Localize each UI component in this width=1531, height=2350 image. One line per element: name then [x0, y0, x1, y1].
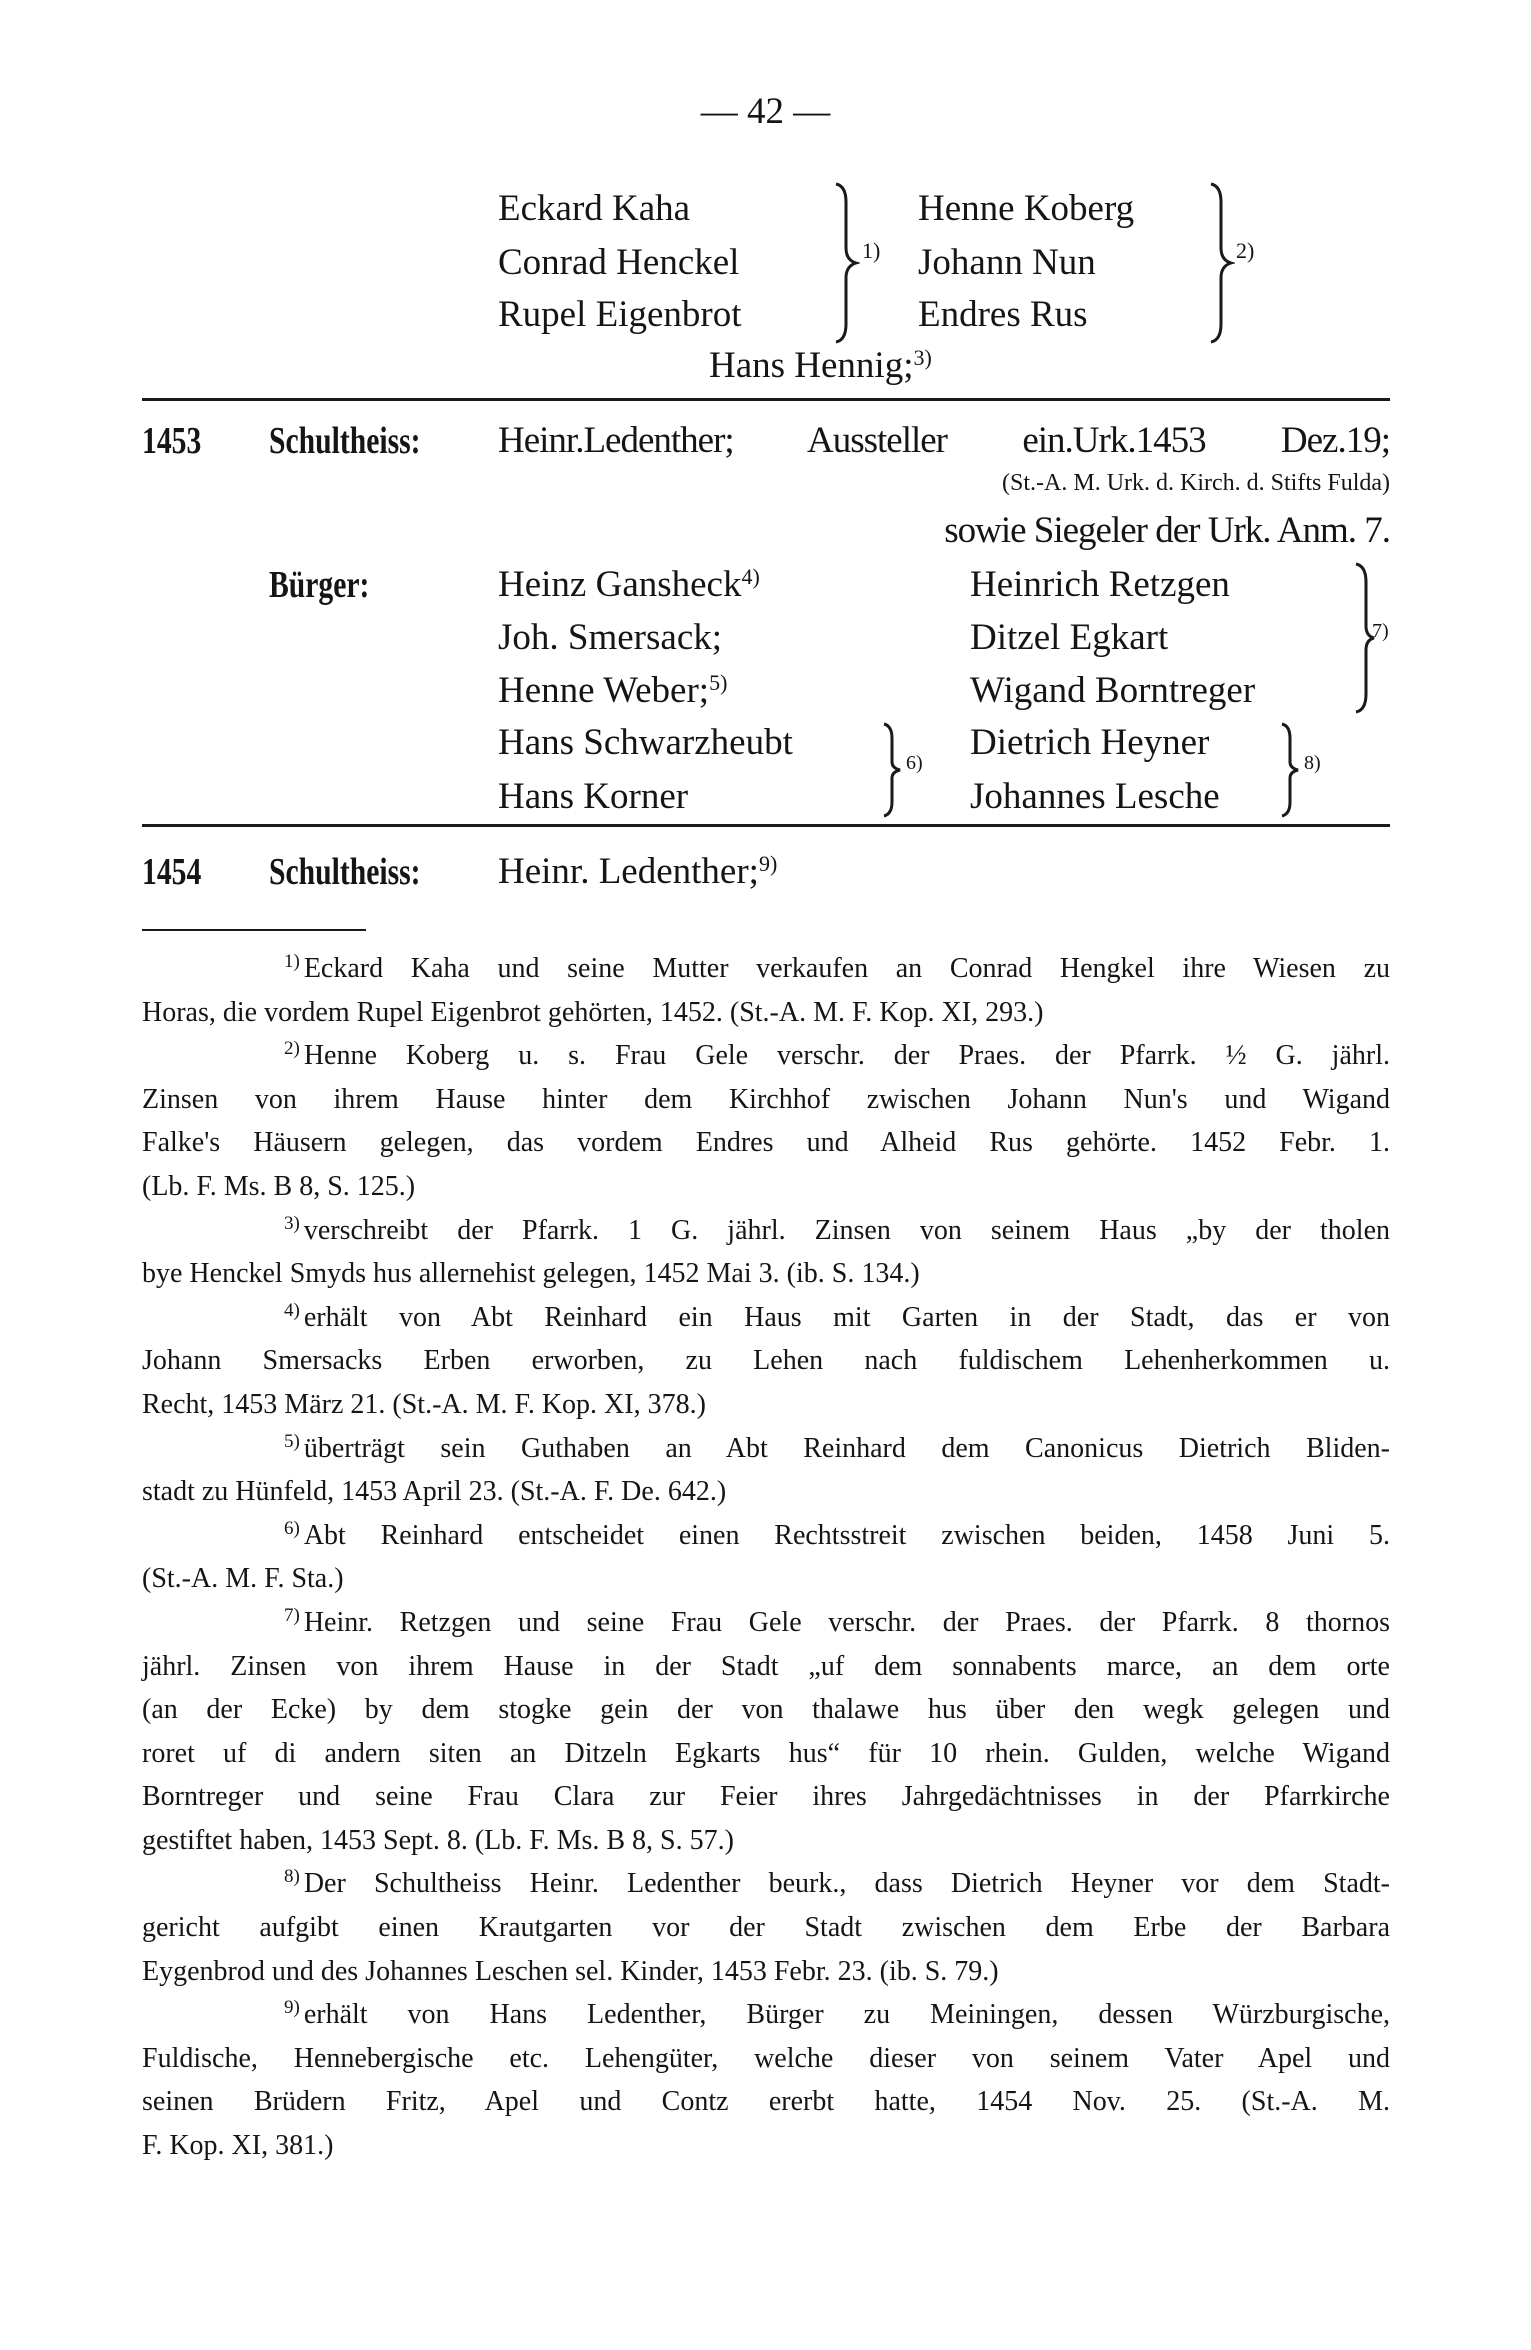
footnote-text: gericht aufgibt einen Krautgarten vor der Stadt zwischen dem Erbe der Barbara	[142, 1912, 1390, 1944]
footnote-text: erhält von Hans Ledenther, Bürger zu Meiningen, dessen Würzburgische,	[303, 1999, 1390, 2031]
name: Ditzel Egkart	[970, 617, 1169, 658]
footnote-text: Johann Smersacks Erben erworben, zu Lehen nach fuldischem Lehenherkommen u.	[142, 1345, 1390, 1377]
footnote-line	[142, 1470, 1390, 1514]
footnote-text: Eckard Kaha und seine Mutter verkaufen an Conrad Hengkel ihre Wiesen zu	[303, 953, 1390, 984]
footnote	[142, 1601, 1390, 1863]
footnote-ref: 8)	[1304, 752, 1321, 774]
footnote-text: (an der Ecke) by dem stogke gein der von thalawe hus über den wegk gelegen und	[142, 1694, 1390, 1726]
name: Conrad Henckel	[498, 242, 740, 283]
entry-continuation: sowie Siegeler der Urk. Anm. 7.	[944, 510, 1390, 551]
role-text: Schultheiss:	[269, 851, 421, 893]
name: Eckard Kaha	[498, 188, 691, 229]
name	[498, 775, 688, 819]
name: Rupel Eigenbrot	[498, 294, 742, 335]
footnote-line	[142, 1121, 1390, 1165]
footnote-line	[142, 1862, 1390, 1906]
name: Johann Nun	[918, 242, 1096, 283]
footnote-ref: 1)	[862, 238, 881, 263]
page-number: — 42 —	[700, 91, 831, 132]
footnote-text: (St.-A. M. F. Sta.)	[142, 1563, 344, 1595]
footnote-ref: 6)	[906, 752, 923, 774]
footnote	[142, 1514, 1390, 1601]
footnote-divider	[142, 929, 366, 931]
footnote-text: Horas, die vordem Rupel Eigenbrot gehörten, 1452. (St.-A. M. F. Kop. XI, 293.)	[142, 996, 1044, 1028]
entry-role	[269, 419, 463, 464]
footnote-text: seinen Brüdern Fritz, Apel und Contz ererbt hatte, 1454 Nov. 25. (St.-A. M.	[142, 2086, 1390, 2118]
footnote-line	[142, 1034, 1390, 1078]
footnote-line	[142, 1950, 1390, 1994]
footnote	[142, 1427, 1390, 1514]
footnote-line	[142, 991, 1390, 1035]
name-text: Hans Korner	[498, 776, 689, 817]
entry-role	[269, 850, 463, 895]
footnote-text: Recht, 1453 März 21. (St.-A. M. F. Kop. XI, 378.)	[142, 1388, 706, 1420]
name	[498, 721, 793, 765]
name-text: Joh. Smersack;	[498, 617, 723, 658]
name-text: Henne Weber;	[498, 670, 710, 711]
footnote-marker: 3)	[284, 1212, 300, 1234]
footnote-line	[142, 1252, 1390, 1296]
entry-year	[142, 850, 218, 895]
footnote-line	[142, 1557, 1390, 1601]
footnote-ref: 7)	[1372, 620, 1389, 642]
footnote-text: gestiftet haben, 1453 Sept. 8. (Lb. F. Ms. B 8, S. 57.)	[142, 1824, 734, 1856]
footnote-line	[142, 1601, 1390, 1645]
name: Johannes Lesche	[970, 776, 1220, 817]
footnote-text: überträgt sein Guthaben an Abt Reinhard dem Canonicus Dietrich Bliden-	[303, 1432, 1390, 1464]
footnote	[142, 1209, 1390, 1296]
footnote-text: Falke's Häusern gelegen, das vordem Endres und Alheid Rus gehörte. 1452 Febr. 1.	[142, 1127, 1390, 1159]
year-text: 1454	[142, 851, 202, 893]
brace-icon	[1278, 722, 1304, 818]
footnote-marker: 2)	[284, 1038, 300, 1060]
footnote-text: bye Henckel Smyds hus allernehist gelegen, 1452 Mai 3. (ib. S. 134.)	[142, 1258, 920, 1290]
footnote-text: erhält von Abt Reinhard ein Haus mit Garten in der Stadt, das er von	[303, 1301, 1390, 1333]
name: Dietrich Heyner	[970, 722, 1210, 763]
name-text: Heinz Gansheck	[498, 564, 742, 605]
footnote-ref: 2)	[1236, 238, 1255, 263]
footnote-marker: 1)	[284, 951, 300, 972]
footnote-marker: 9)	[284, 1997, 300, 2019]
footnote-ref: 3)	[913, 345, 932, 370]
footnote-text: jährl. Zinsen von ihrem Hause in der Stadt „uf dem sonnabents marce, an dem orte	[142, 1650, 1390, 1682]
footnote-line	[142, 2037, 1390, 2081]
footnote-line	[142, 1296, 1390, 1340]
footnote-marker: 4)	[284, 1299, 300, 1321]
footnote-line	[142, 2124, 1390, 2168]
footnote-marker: 6)	[284, 1517, 300, 1539]
divider	[142, 824, 1390, 827]
footnote-text: Henne Koberg u. s. Frau Gele verschr. der Praes. der Pfarrk. ½ G. jährl.	[303, 1040, 1390, 1072]
footnote-line	[142, 1078, 1390, 1122]
footnote-ref: 9)	[758, 851, 778, 876]
name	[498, 669, 727, 717]
footnote-line	[142, 1688, 1390, 1732]
footnote-line	[142, 1209, 1390, 1253]
name: Endres Rus	[918, 294, 1088, 335]
footnote-text: Zinsen von ihrem Hause hinter dem Kirchhof zwischen Johann Nun's und Wigand	[142, 1083, 1390, 1115]
buerger-label	[269, 563, 398, 608]
footnote-line	[142, 1645, 1390, 1689]
footnote-line	[142, 1993, 1390, 2037]
name-text: Hans Hennig;	[709, 345, 914, 386]
brace-icon	[830, 182, 860, 344]
footnote	[142, 1296, 1390, 1427]
footnote	[142, 1993, 1390, 2167]
footnote-text: Der Schultheiss Heinr. Ledenther beurk., dass Dietrich Heyner vor dem Stadt-	[303, 1868, 1390, 1900]
footnote-line	[142, 1819, 1390, 1863]
entry-text	[498, 850, 777, 898]
name	[498, 616, 722, 660]
footnote-text: Borntreger und seine Frau Clara zur Feier ihres Jahrgedächtnisses in der Pfarrkirche	[142, 1781, 1390, 1813]
citation: (St.-A. M. Urk. d. Kirch. d. Stifts Fulda)	[1002, 470, 1390, 496]
role-text: Schultheiss:	[269, 420, 421, 462]
entry-text-main: Heinr. Ledenther;	[498, 851, 759, 892]
footnote-line	[142, 1732, 1390, 1776]
footnote-text: verschreibt der Pfarrk. 1 G. jährl. Zinsen von seinem Haus „by der tholen	[303, 1214, 1390, 1246]
name	[498, 563, 760, 611]
footnote-line	[142, 947, 1390, 991]
footnote-line	[142, 1339, 1390, 1383]
name-text: Hans Schwarzheubt	[498, 722, 793, 763]
footnote-line	[142, 1383, 1390, 1427]
entry-year	[142, 419, 218, 464]
name: Henne Koberg	[918, 188, 1135, 229]
footnote-line	[142, 2080, 1390, 2124]
brace-icon	[880, 722, 906, 818]
footnote-line	[142, 1775, 1390, 1819]
footnote-text: Abt Reinhard entscheidet einen Rechtsstreit zwischen beiden, 1458 Juni 5.	[303, 1519, 1390, 1551]
footnote-text: stadt zu Hünfeld, 1453 April 23. (St.-A. F. De. 642.)	[142, 1476, 727, 1508]
footnote-marker: 7)	[284, 1604, 300, 1626]
footnote-line	[142, 1514, 1390, 1558]
footnote-marker: 5)	[284, 1430, 300, 1452]
footnote-line	[142, 1427, 1390, 1471]
footnotes	[142, 947, 1390, 2168]
entry-text: Heinr.Ledenther; Aussteller ein.Urk.1453 Dez.19;	[498, 420, 1390, 461]
footnote-text: Heinr. Retzgen und seine Frau Gele verschr. der Praes. der Pfarrk. 8 thornos	[303, 1606, 1390, 1638]
footnote-text: Eygenbrod und des Johannes Leschen sel. Kinder, 1453 Febr. 23. (ib. S. 79.)	[142, 1955, 999, 1987]
footnote-marker: 8)	[284, 1866, 300, 1888]
footnote	[142, 1034, 1390, 1208]
footnote-text: Fuldische, Hennebergische etc. Lehengüter, welche dieser von seinem Vater Apel und	[142, 2042, 1390, 2074]
name: Heinrich Retzgen	[970, 564, 1230, 605]
year-text: 1453	[142, 420, 202, 462]
footnote	[142, 1862, 1390, 1993]
footnote-ref: 4)	[741, 564, 760, 589]
footnote-text: roret uf di andern siten an Ditzeln Egkarts hus“ für 10 rhein. Gulden, welche Wigand	[142, 1737, 1390, 1769]
footnote-text: (Lb. F. Ms. B 8, S. 125.)	[142, 1170, 416, 1202]
footnote-text: F. Kop. XI, 381.)	[142, 2130, 334, 2162]
footnote-line	[142, 1165, 1390, 1209]
footnote	[142, 947, 1390, 1034]
divider	[142, 398, 1390, 401]
name: Wigand Borntreger	[970, 670, 1256, 711]
brace-icon	[1205, 182, 1235, 344]
footnote-line	[142, 1906, 1390, 1950]
name	[709, 344, 932, 392]
label-text: Bürger:	[269, 564, 370, 606]
footnote-ref: 5)	[709, 670, 728, 695]
